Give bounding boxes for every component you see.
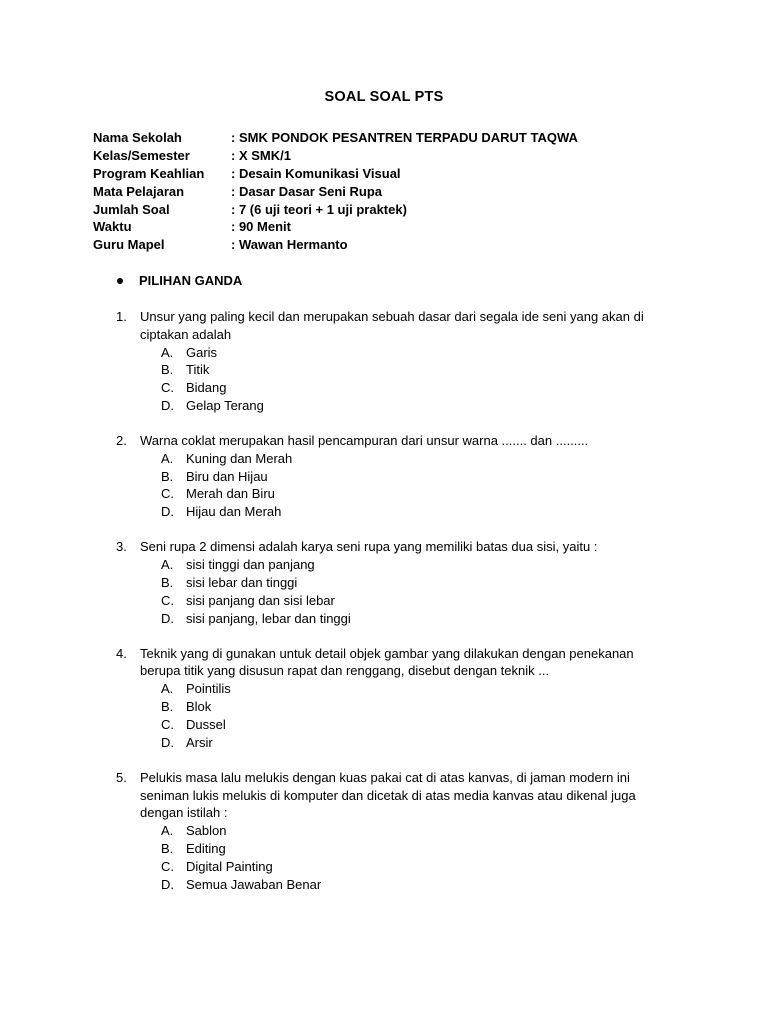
option-text: Garis bbox=[186, 344, 218, 360]
option-text: Dussel bbox=[186, 716, 226, 732]
answer-option bbox=[161, 592, 676, 610]
question-list bbox=[116, 308, 676, 911]
option-letter: A. bbox=[161, 823, 174, 839]
answer-option bbox=[161, 556, 676, 574]
option-text: Semua Jawaban Benar bbox=[186, 876, 322, 892]
option-list bbox=[161, 822, 676, 893]
option-text: Titik bbox=[186, 362, 210, 378]
info-row bbox=[93, 201, 693, 219]
answer-option bbox=[161, 858, 676, 876]
answer-option bbox=[161, 344, 676, 362]
option-text: Bidang bbox=[186, 380, 227, 396]
info-value: : Wawan Hermanto bbox=[231, 237, 348, 253]
option-text: Biru dan Hijau bbox=[186, 468, 268, 484]
option-text: Merah dan Biru bbox=[186, 486, 275, 502]
option-letter: D. bbox=[161, 610, 174, 626]
info-label: Program Keahlian bbox=[93, 165, 205, 181]
info-value: : 7 (6 uji teori + 1 uji praktek) bbox=[231, 201, 407, 217]
info-row bbox=[93, 236, 693, 254]
question-header bbox=[116, 645, 676, 681]
info-row bbox=[93, 147, 693, 165]
option-text: Gelap Terang bbox=[186, 397, 264, 413]
question-text: Teknik yang di gunakan untuk detail objek gambar yang dilakukan dengan penekanan berupa titik yang disusun rapat dan renggang, disebut dengan teknik ... bbox=[140, 645, 634, 679]
info-label: Nama Sekolah bbox=[93, 130, 182, 145]
info-row bbox=[93, 129, 693, 147]
question-number: 5. bbox=[116, 769, 127, 785]
question-header bbox=[116, 432, 676, 450]
option-letter: C. bbox=[161, 486, 174, 502]
option-letter: B. bbox=[161, 840, 174, 856]
answer-option bbox=[161, 379, 676, 397]
answer-option bbox=[161, 361, 676, 379]
question-number: 2. bbox=[116, 433, 127, 449]
answer-option bbox=[161, 450, 676, 468]
option-text: Blok bbox=[186, 699, 212, 715]
option-letter: D. bbox=[161, 734, 174, 750]
question-item bbox=[116, 432, 676, 521]
option-text: sisi lebar dan tinggi bbox=[186, 574, 298, 590]
question-number: 3. bbox=[116, 539, 127, 555]
info-value: : 90 Menit bbox=[231, 219, 291, 235]
option-text: Arsir bbox=[186, 734, 213, 750]
question-header bbox=[116, 538, 676, 556]
answer-option bbox=[161, 397, 676, 415]
option-text: sisi panjang, lebar dan tinggi bbox=[186, 610, 351, 626]
answer-option bbox=[161, 503, 676, 521]
info-row bbox=[93, 218, 693, 236]
answer-option bbox=[161, 698, 676, 716]
question-item bbox=[116, 645, 676, 752]
option-letter: B. bbox=[161, 699, 174, 715]
info-label: Kelas/Semester bbox=[93, 147, 190, 163]
option-text: Pointilis bbox=[186, 681, 231, 697]
option-letter: A. bbox=[161, 450, 174, 466]
option-letter: A. bbox=[161, 557, 174, 573]
question-text: Unsur yang paling kecil dan merupakan sebuah dasar dari segala ide seni yang akan di ciptakan adalah bbox=[140, 309, 644, 342]
info-row bbox=[93, 165, 693, 183]
option-text: Hijau dan Merah bbox=[186, 504, 282, 520]
question-item bbox=[116, 538, 676, 627]
bullet-icon bbox=[117, 278, 123, 284]
option-letter: D. bbox=[161, 397, 174, 413]
option-letter: C. bbox=[161, 858, 174, 874]
answer-option bbox=[161, 822, 676, 840]
info-label: Guru Mapel bbox=[93, 237, 165, 253]
section-title: PILIHAN GANDA bbox=[139, 273, 243, 288]
option-text: Sablon bbox=[186, 823, 227, 839]
option-list bbox=[161, 556, 676, 627]
question-item bbox=[116, 308, 676, 415]
option-letter: C. bbox=[161, 380, 174, 396]
option-text: sisi tinggi dan panjang bbox=[186, 557, 315, 573]
question-text: Pelukis masa lalu melukis dengan kuas pakai cat di atas kanvas, di jaman modern ini seniman lukis melukis di komputer dan dicetak di atas media kanvas atau dikenal juga dengan istilah : bbox=[140, 769, 636, 821]
answer-option bbox=[161, 734, 676, 752]
option-letter: A. bbox=[161, 344, 174, 360]
option-letter: A. bbox=[161, 681, 174, 697]
question-header bbox=[116, 308, 676, 344]
answer-option bbox=[161, 716, 676, 734]
question-header bbox=[116, 769, 676, 822]
info-row bbox=[93, 183, 693, 201]
answer-option bbox=[161, 468, 676, 486]
option-list bbox=[161, 344, 676, 415]
answer-option bbox=[161, 610, 676, 628]
option-letter: B. bbox=[161, 468, 174, 484]
answer-option bbox=[161, 876, 676, 894]
option-list bbox=[161, 450, 676, 521]
answer-option bbox=[161, 485, 676, 503]
option-text: sisi panjang dan sisi lebar bbox=[186, 592, 335, 608]
section-heading bbox=[117, 272, 242, 290]
info-label: Jumlah Soal bbox=[93, 201, 170, 217]
answer-option bbox=[161, 574, 676, 592]
option-text: Kuning dan Merah bbox=[186, 450, 293, 466]
document-title: SOAL SOAL PTS bbox=[324, 89, 444, 105]
info-value: : SMK PONDOK PESANTREN TERPADU DARUT TAQWA bbox=[231, 130, 578, 145]
question-text: Seni rupa 2 dimensi adalah karya seni rupa yang memiliki batas dua sisi, yaitu : bbox=[140, 539, 598, 555]
option-letter: D. bbox=[161, 876, 174, 892]
answer-option bbox=[161, 680, 676, 698]
info-value: : X SMK/1 bbox=[231, 147, 291, 163]
answer-option bbox=[161, 840, 676, 858]
option-letter: B. bbox=[161, 362, 174, 378]
option-letter: C. bbox=[161, 592, 174, 608]
info-value: : Desain Komunikasi Visual bbox=[231, 165, 401, 181]
info-label: Mata Pelajaran bbox=[93, 183, 185, 199]
option-list bbox=[161, 680, 676, 751]
info-value: : Dasar Dasar Seni Rupa bbox=[231, 183, 383, 199]
question-text: Warna coklat merupakan hasil pencampuran dari unsur warna ....... dan ......... bbox=[140, 433, 589, 449]
option-text: Digital Painting bbox=[186, 858, 273, 874]
option-letter: C. bbox=[161, 716, 174, 732]
question-number: 4. bbox=[116, 645, 127, 661]
question-item bbox=[116, 769, 676, 894]
option-text: Editing bbox=[186, 840, 226, 856]
option-letter: B. bbox=[161, 574, 174, 590]
option-letter: D. bbox=[161, 504, 174, 520]
info-table bbox=[93, 129, 693, 254]
question-number: 1. bbox=[116, 309, 127, 324]
info-label: Waktu bbox=[93, 219, 132, 235]
